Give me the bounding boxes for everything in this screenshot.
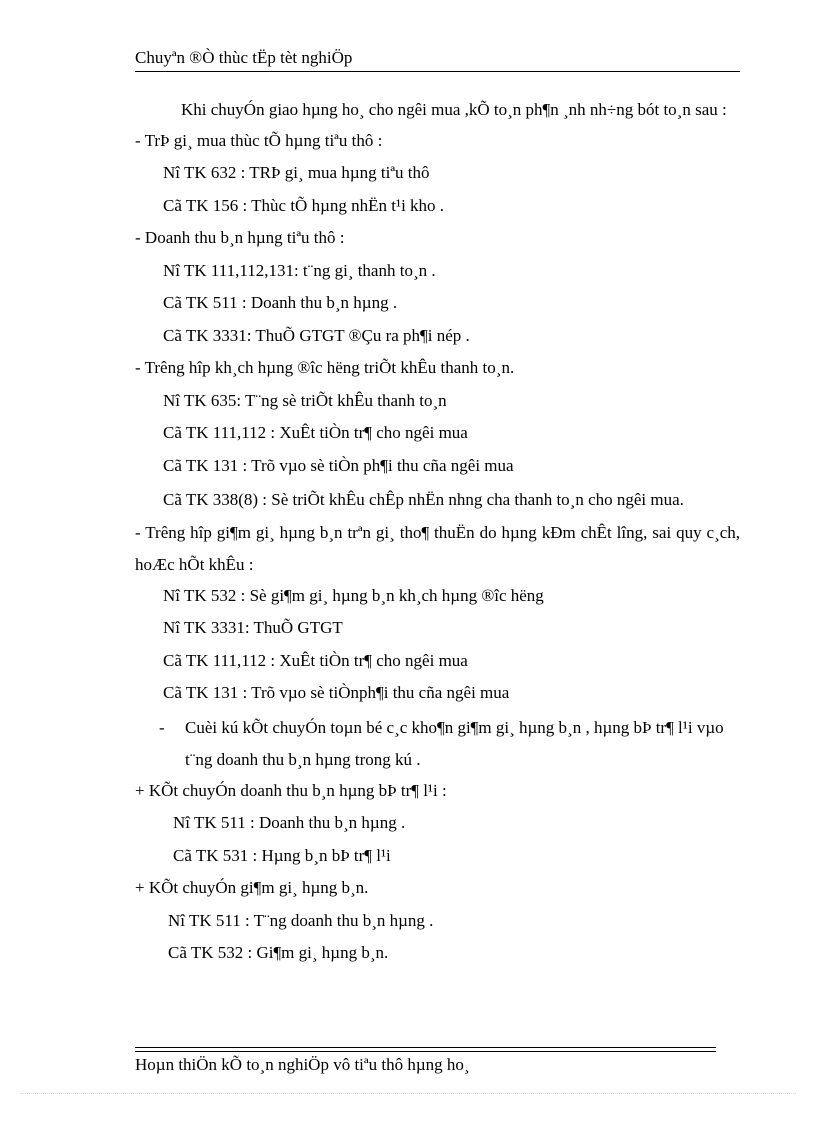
entry-line: Cã TK 111,112 : XuÊt tiÒn tr¶ cho ngêi mua [163,423,468,442]
entry-line: Nî TK 511 : T¨ng doanh thu b¸n hµng . [168,910,434,930]
entry-line: Cã TK 131 : Trõ vµo sè tiÒn ph¶i thu cña ngêi mua [163,455,514,475]
entry-line: Nî TK 632 : TRÞ gi¸ mua hµng tiªu thô [163,163,430,182]
entry-line: Nî TK 532 : Sè gi¶m gi¸ hµng b¸n kh¸ch hµng ®îc hëng [163,585,544,605]
entry-line-wrapped: Cã TK 338(8) : Sè triÕt khÊu chÊp nhËn nhng cha thanh to¸n cho ngêi mua. [163,490,684,509]
bullet-dash: - [159,717,165,737]
entry-line: Cã TK 532 : Gi¶m gi¸ hµng b¸n. [168,943,389,962]
entry-line: Nî TK 3331: ThuÕ GTGT [163,618,343,637]
section-heading: - Trêng hîp gi¶m gi¸ hµng b¸n trªn gi¸ tho¶ thuËn do hµng kÐm chÊt lîng, sai quy c¸ch, hoÆc hÕt khÊu : [135,522,740,574]
entry-line: Cã TK 511 : Doanh thu b¸n hµng . [163,293,398,312]
entry-line: Nî TK 111,112,131: t¨ng gi¸ thanh to¸n . [163,260,436,280]
page-footer-title: Hoµn thiÖn kÕ to¸n nghiÖp vô tiªu thô hµng ho¸ [135,1055,470,1074]
intro-paragraph: Khi chuyÓn giao hµng ho¸ cho ngêi mua ,kÕ to¸n ph¶n ¸nh nh÷ng bót to¸n sau : [181,100,727,119]
footer-rule [135,1047,716,1048]
section-heading: - Trêng hîp kh¸ch hµng ®îc hëng triÕt khÊu thanh to¸n. [135,358,515,377]
entry-line: Cã TK 3331: ThuÕ GTGT ®Çu ra ph¶i nép . [163,325,470,345]
entry-line: Cã TK 156 : Thùc tÕ hµng nhËn t¹i kho . [163,195,445,215]
header-rule [135,71,740,72]
entry-line: Cã TK 531 : Hµng b¸n bÞ tr¶ l¹i [173,845,391,865]
entry-line: Nî TK 511 : Doanh thu b¸n hµng . [173,813,406,832]
section-heading: - Doanh thu b¸n hµng tiªu thô : [135,228,345,247]
bullet-text: Cuèi kú kÕt chuyÓn toµn bé c¸c kho¶n gi¶m gi¸ hµng b¸n , hµng bÞ tr¶ l¹i vµo t¨ng doanh thu b¸n hµng trong kú . [185,717,724,769]
bullet-item [135,712,740,777]
entry-line: Cã TK 111,112 : XuÊt tiÒn tr¶ cho ngêi mua [163,650,468,670]
footer-rule [135,1051,716,1052]
document-body [135,94,740,972]
entry-line: Cã TK 131 : Trõ vµo sè tiÒnph¶i thu cña ngêi mua [163,683,510,702]
page-header-title: Chuyªn ®Ò thùc tËp tèt nghiÖp [135,48,353,67]
page-edge-divider [20,1093,796,1094]
section-heading: - TrÞ gi¸ mua thùc tÕ hµng tiªu thô : [135,130,383,150]
section-heading: + KÕt chuyÓn doanh thu b¸n hµng bÞ tr¶ l¹i : [135,780,447,800]
entry-line: Nî TK 635: T¨ng sè triÕt khÊu thanh to¸n [163,390,447,410]
section-heading: + KÕt chuyÓn gi¶m gi¸ hµng b¸n. [135,878,369,897]
